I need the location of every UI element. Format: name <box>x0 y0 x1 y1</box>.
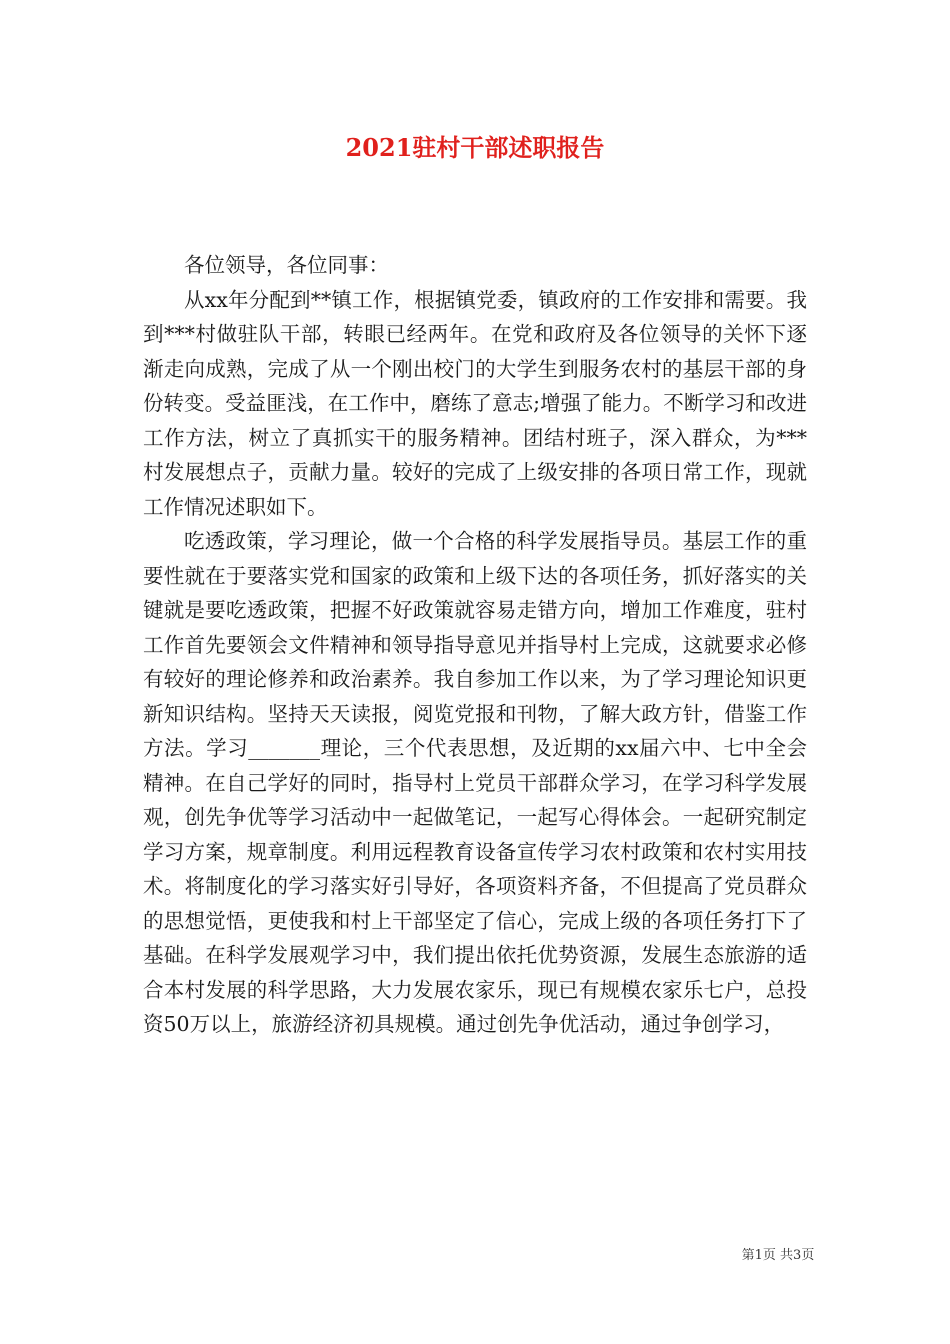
paragraph-1: 从xx年分配到**镇工作，根据镇党委，镇政府的工作安排和需要。我到***村做驻队干部，转眼已经两年。在党和政府及各位领导的关怀下逐渐走向成熟，完成了从一个刚出校门的大学生到服务农村的基层干部的身份转变。受益匪浅，在工作中，磨练了意志;增强了能力。不断学习和改进工作方法，树立了真抓实干的服务精神。团结村班子，深入群众，为***村发展想点子，贡献力量。较好的完成了上级安排的各项日常工作，现就工作情况述职如下。 <box>143 287 807 519</box>
page-title: 2021驻村干部述职报告 <box>345 133 605 162</box>
paragraph-2: 吃透政策，学习理论，做一个合格的科学发展指导员。基层工作的重要性就在于要落实党和国家的政策和上级下达的各项任务，抓好落实的关键就是要吃透政策，把握不好政策就容易走错方向，增加工作难度，驻村工作首先要领会文件精神和领导指导意见并指导村上完成，这就要求必修有较好的理论修养和政治素养。我自参加工作以来，为了学习理论知识更新知识结构。坚持天天读报，阅览党报和刊物，了解大政方针，借鉴工作方法。学习_______理论，三个代表思想，及近期的xx届六中、七中全会精神。在自己学好的同时，指导村上党员干部群众学习，在学习科学发展观，创先争优等学习活动中一起做笔记，一起写心得体会。一起研究制定学习方案，规章制度。利用远程教育设备宣传学习农村政策和农村实用技术。将制度化的学习落实好引导好，各项资料齐备，不但提高了党员群众的思想觉悟，更使我和村上干部坚定了信心，完成上级的各项任务打下了基础。在科学发展观学习中，我们提出依托优势资源，发展生态旅游的适合本村发展的科学思路，大力发展农家乐，现已有规模农家乐七户，总投资50万以上，旅游经济初具规模。通过创先争优活动，通过争创学习， <box>143 529 807 1036</box>
page-footer <box>0 1247 950 1265</box>
page-number: 第1页 共3页 <box>741 1248 815 1263</box>
salutation: 各位领导，各位同事： <box>184 253 389 277</box>
document-body <box>143 248 807 1042</box>
